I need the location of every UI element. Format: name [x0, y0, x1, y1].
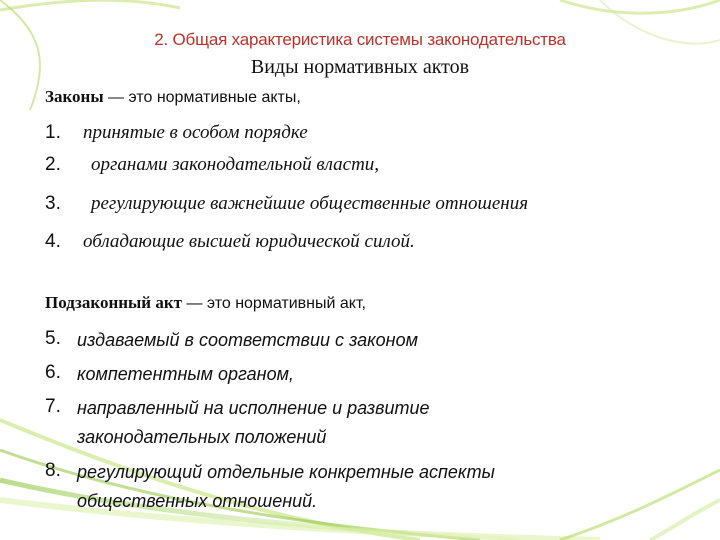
- slide-title: 2. Общая характеристика системы законодательства: [154, 30, 566, 49]
- list-number: 1.: [45, 122, 61, 143]
- laws-definition: [45, 86, 705, 109]
- list-text: [77, 394, 430, 452]
- list-text: издаваемый в соответствии с законом: [77, 330, 418, 350]
- list-number: 5.: [45, 328, 61, 349]
- bylaw-definition: [45, 292, 366, 315]
- list-text: обладающие высшей юридической силой.: [83, 231, 415, 252]
- list-item: [45, 229, 705, 255]
- list-text: принятые в особом порядке: [83, 122, 308, 143]
- list-item: [45, 458, 705, 516]
- list-text: компетентным органом,: [77, 364, 294, 384]
- list-item: [45, 394, 705, 452]
- content: [45, 86, 705, 511]
- list-number: 6.: [45, 362, 61, 383]
- list-number: 4.: [45, 231, 61, 252]
- list-number: 3.: [45, 193, 61, 214]
- list-item: [45, 120, 705, 146]
- list-item: [45, 152, 705, 178]
- list-text-line: общественных отношений.: [77, 491, 318, 511]
- bylaw-term: Подзаконный акт: [45, 293, 182, 312]
- list-number: 8.: [45, 460, 61, 481]
- list-item: [45, 326, 705, 355]
- list-item: [45, 191, 705, 217]
- slide-subtitle: Виды нормативных актов: [250, 56, 470, 78]
- list-text-line: направленный на исполнение и развитие: [77, 398, 430, 418]
- list-number: 7.: [45, 396, 61, 417]
- laws-term: Законы: [45, 87, 104, 106]
- list-text-line: регулирующий отдельные конкретные аспекты: [77, 462, 495, 482]
- list-text: [77, 458, 495, 516]
- laws-definition-text: — это нормативные акты,: [103, 89, 301, 106]
- list-text-line: законодательных положений: [77, 427, 327, 447]
- list-text: регулирующие важнейшие общественные отношения: [91, 193, 529, 214]
- list-number: 2.: [45, 154, 61, 175]
- list-text: органами законодательной власти,: [91, 154, 380, 175]
- list-item: [45, 360, 705, 389]
- bylaw-definition-text: — это нормативный акт,: [182, 295, 366, 312]
